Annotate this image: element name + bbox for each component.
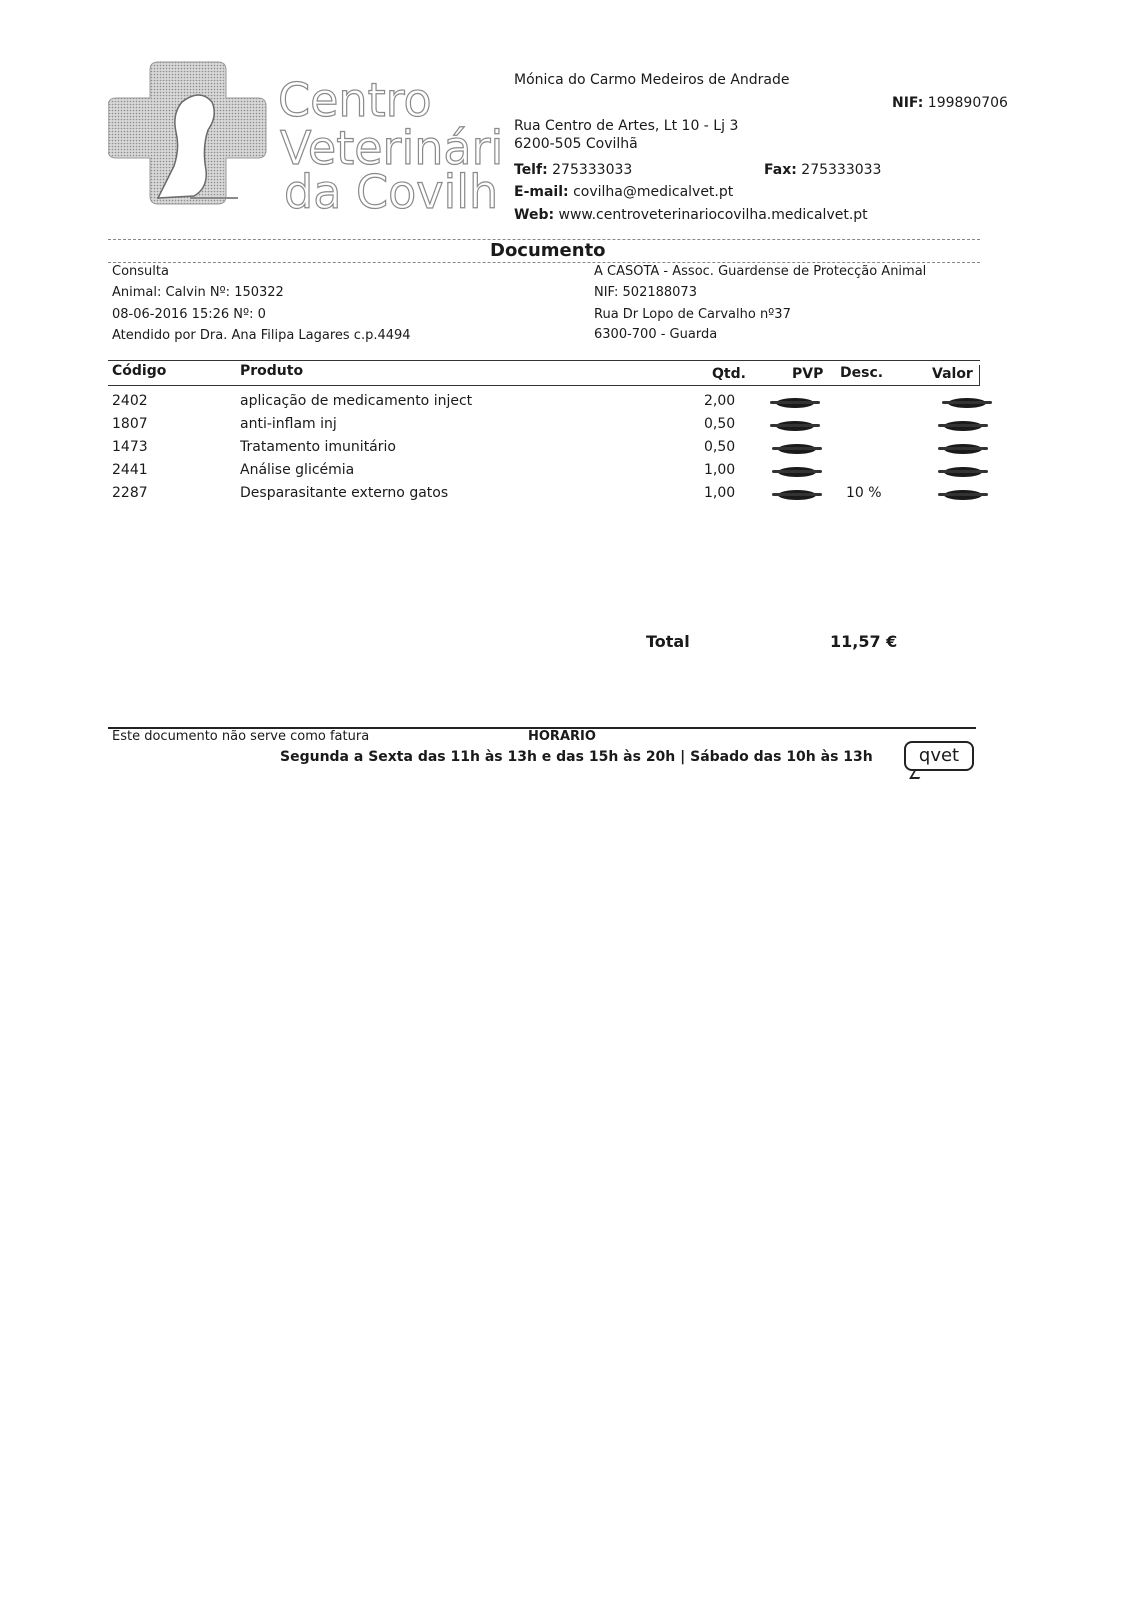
table-row-qty: 0,50	[704, 416, 736, 432]
redacted-value	[944, 444, 982, 454]
col-code-header: Código	[112, 363, 167, 379]
telf-label: Telf:	[514, 162, 548, 178]
table-right-edge	[979, 365, 980, 385]
table-row-code: 2441	[112, 462, 148, 478]
table-row-code: 2402	[112, 393, 148, 409]
table-row-qty: 1,00	[704, 462, 736, 478]
table-row-qty: 1,00	[704, 485, 736, 501]
table-row-product: Desparasitante externo gatos	[240, 485, 449, 501]
animal-info: Animal: Calvin Nº: 150322	[112, 285, 284, 300]
clinic-web	[514, 207, 868, 223]
clinic-nif	[892, 95, 1008, 111]
horario-title: HORARIO	[528, 729, 596, 744]
client-address-line2: 6300-700 - Guarda	[594, 327, 718, 342]
table-header-line	[108, 385, 980, 386]
footer-note: Este documento não serve como fatura	[112, 729, 370, 744]
total-label: Total	[646, 632, 690, 651]
logo-text-2: Veterinári	[280, 121, 500, 175]
document-type: Consulta	[112, 264, 169, 279]
nif-label: NIF:	[892, 95, 924, 111]
cross-paw-logo-icon	[108, 58, 500, 218]
table-row-product: Tratamento imunitário	[240, 439, 396, 455]
telf-value: 275333033	[552, 162, 633, 178]
divider	[108, 262, 980, 263]
qvet-logo: qvet	[904, 741, 974, 771]
email-label: E-mail:	[514, 184, 569, 200]
web-label: Web:	[514, 207, 555, 223]
fax-label: Fax:	[764, 162, 797, 178]
table-row-product: Análise glicémia	[240, 462, 355, 478]
redacted-value	[944, 421, 982, 431]
col-product-header: Produto	[240, 363, 304, 379]
table-row-code: 2287	[112, 485, 148, 501]
table-row-code: 1807	[112, 416, 148, 432]
nif-value: 199890706	[927, 95, 1008, 111]
clinic-telf	[514, 162, 632, 178]
clinic-fax	[764, 162, 881, 178]
clinic-address-line1: Rua Centro de Artes, Lt 10 - Lj 3	[514, 118, 739, 134]
redacted-value	[948, 398, 986, 408]
redacted-pvp	[778, 467, 816, 477]
clinic-owner: Mónica do Carmo Medeiros de Andrade	[514, 72, 790, 88]
table-row-code: 1473	[112, 439, 148, 455]
attended-by: Atendido por Dra. Ana Filipa Lagares c.p.4494	[112, 328, 411, 343]
table-row-qty: 0,50	[704, 439, 736, 455]
horario-text: Segunda a Sexta das 11h às 13h e das 15h às 20h | Sábado das 10h às 13h	[280, 749, 873, 765]
client-address-line1: Rua Dr Lopo de Carvalho nº37	[594, 307, 791, 322]
col-qty-header: Qtd.	[712, 366, 746, 382]
clinic-email	[514, 184, 733, 200]
redacted-pvp	[776, 398, 814, 408]
redacted-value	[944, 467, 982, 477]
client-nif: NIF: 502188073	[594, 285, 697, 300]
table-row-product: aplicação de medicamento inject	[240, 393, 473, 409]
redacted-pvp	[778, 444, 816, 454]
table-top-line	[108, 360, 980, 361]
fax-value: 275333033	[801, 162, 882, 178]
table-row-product: anti-inflam inj	[240, 416, 337, 432]
col-pvp-header: PVP	[792, 366, 824, 382]
col-desc-header: Desc.	[840, 365, 884, 381]
web-value: www.centroveterinariocovilha.medicalvet.pt	[558, 207, 868, 223]
redacted-value	[944, 490, 982, 500]
table-row-desc: 10 %	[846, 485, 882, 501]
document-datetime: 08-06-2016 15:26 Nº: 0	[112, 307, 266, 322]
table-row-qty: 2,00	[704, 393, 736, 409]
document-title: Documento	[490, 240, 606, 261]
redacted-pvp	[776, 421, 814, 431]
client-name: A CASOTA - Assoc. Guardense de Protecção Animal	[594, 264, 927, 279]
col-value-header: Valor	[932, 366, 973, 382]
clinic-logo	[108, 58, 500, 218]
total-value: 11,57 €	[830, 632, 898, 651]
email-value: covilha@medicalvet.pt	[573, 184, 734, 200]
logo-text-1: Centro	[278, 73, 432, 127]
redacted-pvp	[778, 490, 816, 500]
logo-text-3: da Covilh	[284, 165, 499, 218]
clinic-address-line2: 6200-505 Covilhã	[514, 136, 638, 152]
